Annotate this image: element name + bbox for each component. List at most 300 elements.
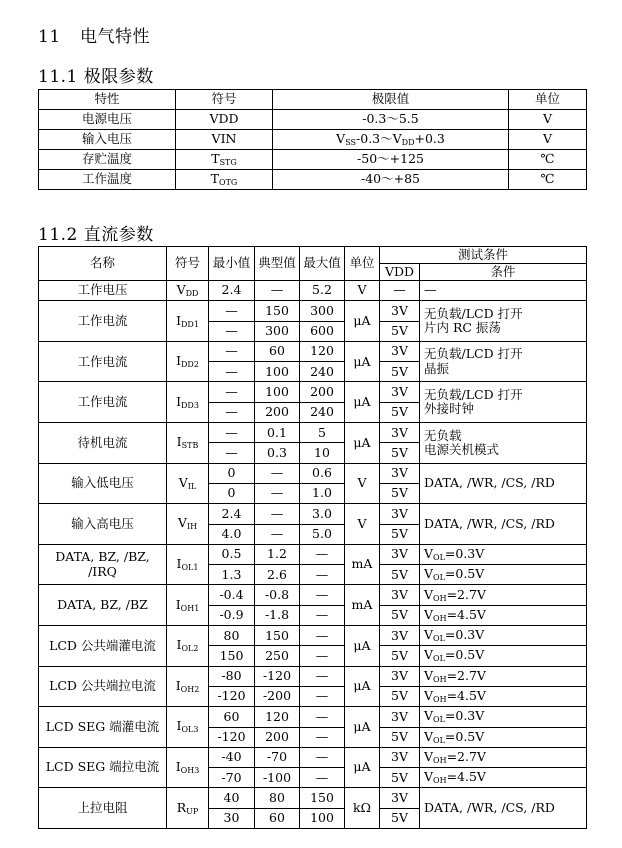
symbol-main: I bbox=[176, 393, 182, 409]
unit-cell: V bbox=[509, 130, 587, 150]
vdd-cell: 3V bbox=[380, 707, 420, 727]
table-row bbox=[39, 150, 587, 170]
param-name-cell: 工作电流 bbox=[39, 341, 167, 382]
condition-value: =0.3V bbox=[444, 627, 485, 643]
section-number: 11 bbox=[38, 27, 61, 47]
symbol-subscript: DD bbox=[185, 289, 199, 299]
vdd-cell: 3V bbox=[380, 544, 420, 564]
table-row bbox=[39, 382, 587, 402]
table-row bbox=[39, 130, 587, 150]
vdd-cell: 3V bbox=[380, 504, 420, 524]
max-value-cell: 600 bbox=[300, 321, 345, 341]
section-heading bbox=[38, 22, 150, 47]
table-row bbox=[39, 707, 587, 727]
typ-value-cell: 1.2 bbox=[255, 544, 300, 564]
max-value-cell: — bbox=[300, 605, 345, 625]
symbol-main: I bbox=[176, 718, 182, 734]
subsection-number: 11.2 bbox=[38, 225, 78, 245]
symbol-main: V bbox=[177, 515, 187, 531]
min-value-cell: — bbox=[209, 362, 255, 382]
section-title: 电气特性 bbox=[80, 27, 150, 47]
condition-line: 无负载/LCD 打开 bbox=[424, 305, 523, 321]
unit-cell: μA bbox=[345, 626, 380, 667]
subsection-title: 极限参数 bbox=[83, 67, 154, 87]
symbol-main: V bbox=[178, 474, 188, 490]
condition-value: =0.5V bbox=[444, 647, 485, 663]
condition-symbol: V bbox=[424, 647, 434, 663]
table-row bbox=[39, 666, 587, 686]
condition-symbol: V bbox=[424, 708, 434, 724]
min-value-cell: 150 bbox=[209, 646, 255, 666]
limit-value-cell: -0.3～5.5 bbox=[273, 110, 509, 130]
condition-subscript: OH bbox=[433, 694, 447, 704]
unit-cell: μA bbox=[345, 341, 380, 382]
max-value-cell: — bbox=[300, 707, 345, 727]
max-value-cell: — bbox=[300, 565, 345, 585]
symbol-cell bbox=[167, 301, 209, 342]
table-header-row bbox=[39, 90, 587, 110]
max-value-cell: 1.0 bbox=[300, 483, 345, 503]
min-value-cell: -0.4 bbox=[209, 585, 255, 605]
header-cell: 名称 bbox=[39, 247, 167, 281]
vdd-cell: 5V bbox=[380, 362, 420, 382]
header-cell: 最小值 bbox=[209, 247, 255, 281]
condition-subscript: OH bbox=[433, 674, 447, 684]
vdd-cell: 5V bbox=[380, 768, 420, 788]
condition-value: =2.7V bbox=[446, 748, 486, 764]
condition-cell bbox=[420, 301, 587, 342]
header-cell: 特性 bbox=[39, 90, 176, 110]
condition-cell bbox=[420, 605, 587, 625]
symbol-subscript: OTG bbox=[219, 177, 238, 187]
condition-line: 晶振 bbox=[424, 360, 450, 376]
max-value-cell: 300 bbox=[300, 301, 345, 321]
symbol-main: I bbox=[176, 556, 182, 572]
max-value-cell: 240 bbox=[300, 362, 345, 382]
unit-cell: V bbox=[345, 463, 380, 504]
param-name-cell: LCD SEG 端拉电流 bbox=[39, 747, 167, 788]
param-name-cell: 输入低电压 bbox=[39, 463, 167, 504]
symbol-subscript: OL2 bbox=[181, 644, 199, 654]
table-row bbox=[39, 747, 587, 767]
symbol-cell bbox=[176, 150, 273, 170]
min-value-cell: -40 bbox=[209, 747, 255, 767]
symbol-cell bbox=[176, 130, 273, 150]
param-name-cell: LCD 公共端灌电流 bbox=[39, 626, 167, 667]
condition-cell bbox=[420, 788, 587, 829]
max-value-cell: 3.0 bbox=[300, 504, 345, 524]
condition-line: 电源关机模式 bbox=[424, 441, 500, 457]
condition-value: =0.5V bbox=[444, 566, 485, 582]
vdd-cell: 5V bbox=[380, 727, 420, 747]
symbol-subscript: OH1 bbox=[180, 603, 200, 613]
typ-value-cell: 120 bbox=[255, 707, 300, 727]
symbol-cell bbox=[167, 747, 209, 788]
symbol-subscript: UP bbox=[186, 806, 199, 816]
max-value-cell: 5.0 bbox=[300, 524, 345, 544]
param-name-cell: 工作电压 bbox=[39, 281, 167, 301]
limit-value-cell: $V_{SS}-0.3\sim V_{DD}+0.3$ bbox=[273, 130, 509, 150]
header-cell: 符号 bbox=[167, 247, 209, 281]
symbol-main: V bbox=[176, 282, 186, 298]
vdd-cell: 5V bbox=[380, 605, 420, 625]
condition-line: DATA, /WR, /CS, /RD bbox=[424, 515, 555, 531]
symbol-cell bbox=[167, 788, 209, 829]
condition-cell bbox=[420, 768, 587, 788]
condition-cell bbox=[420, 666, 587, 686]
typ-value-cell: — bbox=[255, 463, 300, 483]
vdd-cell: 5V bbox=[380, 808, 420, 828]
vdd-cell: 3V bbox=[380, 341, 420, 361]
condition-line: 无负载/LCD 打开 bbox=[424, 346, 523, 362]
condition-symbol: V bbox=[424, 687, 434, 703]
unit-cell: μA bbox=[345, 747, 380, 788]
subsection-heading-dc bbox=[38, 220, 154, 245]
unit-cell: V bbox=[345, 504, 380, 545]
condition-value: =4.5V bbox=[446, 769, 486, 785]
condition-line: DATA, /WR, /CS, /RD bbox=[424, 475, 555, 491]
condition-cell bbox=[420, 585, 587, 605]
min-value-cell: -70 bbox=[209, 768, 255, 788]
condition-value: =0.3V bbox=[444, 545, 485, 561]
min-value-cell: 0 bbox=[209, 463, 255, 483]
symbol-cell bbox=[167, 585, 209, 626]
symbol-cell bbox=[167, 281, 209, 301]
condition-cell bbox=[420, 281, 587, 301]
table-row bbox=[39, 585, 587, 605]
min-value-cell: — bbox=[209, 321, 255, 341]
condition-cell bbox=[420, 646, 587, 666]
vdd-cell: 3V bbox=[380, 585, 420, 605]
symbol-subscript: OL1 bbox=[181, 563, 199, 573]
condition-symbol: V bbox=[424, 586, 434, 602]
typ-value-cell: — bbox=[255, 504, 300, 524]
max-value-cell: 120 bbox=[300, 341, 345, 361]
condition-subscript: OH bbox=[433, 613, 447, 623]
table-row bbox=[39, 341, 587, 361]
min-value-cell: — bbox=[209, 402, 255, 422]
typ-value-cell: 60 bbox=[255, 808, 300, 828]
max-value-cell: — bbox=[300, 626, 345, 646]
symbol-main: VIN bbox=[211, 130, 237, 146]
symbol-main: I bbox=[176, 637, 182, 653]
table-row bbox=[39, 110, 587, 130]
max-value-cell: 0.6 bbox=[300, 463, 345, 483]
symbol-main: T bbox=[211, 150, 220, 166]
symbol-cell bbox=[167, 544, 209, 585]
symbol-cell bbox=[167, 423, 209, 464]
typ-value-cell: -1.8 bbox=[255, 605, 300, 625]
condition-cell bbox=[420, 727, 587, 747]
max-value-cell: — bbox=[300, 666, 345, 686]
condition-symbol: V bbox=[424, 545, 434, 561]
typ-value-cell: — bbox=[255, 281, 300, 301]
condition-symbol: V bbox=[424, 566, 434, 582]
condition-cell bbox=[420, 382, 587, 423]
condition-line: 片内 RC 振荡 bbox=[424, 320, 501, 336]
max-value-cell: 150 bbox=[300, 788, 345, 808]
typ-value-cell: 200 bbox=[255, 727, 300, 747]
condition-value: =2.7V bbox=[446, 667, 486, 683]
symbol-subscript: OL3 bbox=[181, 725, 199, 735]
table-row bbox=[39, 281, 587, 301]
symbol-subscript: STB bbox=[181, 441, 199, 451]
max-value-cell: — bbox=[300, 585, 345, 605]
symbol-subscript: DD3 bbox=[181, 400, 199, 410]
symbol-cell bbox=[167, 666, 209, 707]
vdd-cell: 5V bbox=[380, 483, 420, 503]
min-value-cell: 2.4 bbox=[209, 504, 255, 524]
condition-line: 无负载 bbox=[424, 427, 462, 443]
condition-symbol: V bbox=[424, 728, 434, 744]
vdd-cell: 5V bbox=[380, 646, 420, 666]
min-value-cell: 2.4 bbox=[209, 281, 255, 301]
max-value-cell: 100 bbox=[300, 808, 345, 828]
vdd-cell: — bbox=[380, 281, 420, 301]
table-row bbox=[39, 170, 587, 190]
param-name-cell: 存贮温度 bbox=[39, 150, 176, 170]
param-name-cell: DATA, BZ, /BZ bbox=[39, 585, 167, 626]
condition-line: DATA, /WR, /CS, /RD bbox=[424, 800, 555, 816]
min-value-cell: 1.3 bbox=[209, 565, 255, 585]
symbol-cell bbox=[167, 707, 209, 748]
vdd-cell: 3V bbox=[380, 301, 420, 321]
vdd-cell: 3V bbox=[380, 788, 420, 808]
unit-cell: μA bbox=[345, 382, 380, 423]
limit-value-cell: -50～+125 bbox=[273, 150, 509, 170]
unit-cell: mA bbox=[345, 585, 380, 626]
unit-cell: mA bbox=[345, 544, 380, 585]
typ-value-cell: 0.1 bbox=[255, 423, 300, 443]
condition-cell bbox=[420, 707, 587, 727]
condition-symbol: V bbox=[424, 769, 434, 785]
vdd-cell: 5V bbox=[380, 443, 420, 463]
symbol-main: I bbox=[175, 596, 181, 612]
symbol-main: T bbox=[210, 170, 220, 186]
min-value-cell: — bbox=[209, 382, 255, 402]
condition-subscript: OL bbox=[433, 552, 445, 562]
typ-value-cell: 250 bbox=[255, 646, 300, 666]
vdd-cell: 5V bbox=[380, 565, 420, 585]
condition-value: =0.3V bbox=[444, 708, 485, 724]
table-row bbox=[39, 423, 587, 443]
subsection-number: 11.1 bbox=[38, 67, 78, 87]
condition-subscript: OH bbox=[433, 593, 447, 603]
header-cell: 单位 bbox=[345, 247, 380, 281]
table-row bbox=[39, 463, 587, 483]
condition-value: =4.5V bbox=[446, 687, 486, 703]
typ-value-cell: 200 bbox=[255, 402, 300, 422]
max-value-cell: — bbox=[300, 544, 345, 564]
condition-subscript: OL bbox=[433, 735, 445, 745]
max-value-cell: — bbox=[300, 646, 345, 666]
condition-line: — bbox=[424, 282, 437, 298]
symbol-main: I bbox=[175, 759, 181, 775]
min-value-cell: 0.5 bbox=[209, 544, 255, 564]
typ-value-cell: 100 bbox=[255, 362, 300, 382]
symbol-main: I bbox=[176, 312, 182, 328]
min-value-cell: — bbox=[209, 423, 255, 443]
unit-cell: ℃ bbox=[509, 170, 587, 190]
subsection-heading-limits bbox=[38, 62, 154, 87]
unit-cell: kΩ bbox=[345, 788, 380, 829]
min-value-cell: -120 bbox=[209, 686, 255, 706]
table-row bbox=[39, 504, 587, 524]
subsection-title: 直流参数 bbox=[83, 225, 154, 245]
max-value-cell: — bbox=[300, 768, 345, 788]
symbol-main: VDD bbox=[209, 110, 239, 126]
header-cell: 极限值 bbox=[273, 90, 509, 110]
condition-cell bbox=[420, 565, 587, 585]
limit-value-cell: -40～+85 bbox=[273, 170, 509, 190]
min-value-cell: 30 bbox=[209, 808, 255, 828]
vdd-cell: 5V bbox=[380, 686, 420, 706]
max-value-cell: — bbox=[300, 747, 345, 767]
symbol-main: I bbox=[176, 353, 182, 369]
symbol-subscript: DD1 bbox=[181, 319, 199, 329]
condition-cell bbox=[420, 463, 587, 504]
condition-symbol: V bbox=[424, 748, 434, 764]
condition-cell bbox=[420, 341, 587, 382]
max-value-cell: 5.2 bbox=[300, 281, 345, 301]
typ-value-cell: 0.3 bbox=[255, 443, 300, 463]
condition-cell bbox=[420, 747, 587, 767]
condition-line: 无负载/LCD 打开 bbox=[424, 386, 523, 402]
dc-parameters-table bbox=[38, 246, 587, 829]
condition-subscript: OL bbox=[433, 654, 445, 664]
typ-value-cell: -100 bbox=[255, 768, 300, 788]
symbol-main: I bbox=[175, 677, 181, 693]
min-value-cell: 80 bbox=[209, 626, 255, 646]
max-value-cell: 240 bbox=[300, 402, 345, 422]
typ-value-cell: 150 bbox=[255, 626, 300, 646]
symbol-cell bbox=[167, 463, 209, 504]
symbol-subscript: OH3 bbox=[180, 766, 200, 776]
min-value-cell: 0 bbox=[209, 483, 255, 503]
min-value-cell: 4.0 bbox=[209, 524, 255, 544]
vdd-cell: 3V bbox=[380, 423, 420, 443]
max-value-cell: 200 bbox=[300, 382, 345, 402]
symbol-cell bbox=[167, 626, 209, 667]
min-value-cell: — bbox=[209, 443, 255, 463]
condition-cell bbox=[420, 686, 587, 706]
symbol-subscript: OH2 bbox=[180, 684, 200, 694]
vdd-cell: 3V bbox=[380, 463, 420, 483]
typ-value-cell: 60 bbox=[255, 341, 300, 361]
symbol-subscript: IH bbox=[186, 522, 198, 532]
typ-value-cell: -70 bbox=[255, 747, 300, 767]
param-name-cell: 工作电流 bbox=[39, 382, 167, 423]
param-name-cell: 输入高电压 bbox=[39, 504, 167, 545]
param-name-cell: 待机电流 bbox=[39, 423, 167, 464]
param-name-cell: LCD SEG 端灌电流 bbox=[39, 707, 167, 748]
min-value-cell: — bbox=[209, 301, 255, 321]
typ-value-cell: 100 bbox=[255, 382, 300, 402]
unit-cell: V bbox=[509, 110, 587, 130]
condition-cell bbox=[420, 626, 587, 646]
unit-cell: μA bbox=[345, 707, 380, 748]
symbol-subscript: IL bbox=[187, 481, 197, 491]
vdd-cell: 5V bbox=[380, 402, 420, 422]
vdd-cell: 3V bbox=[380, 626, 420, 646]
typ-value-cell: -200 bbox=[255, 686, 300, 706]
unit-cell: ℃ bbox=[509, 150, 587, 170]
condition-value: =0.5V bbox=[444, 728, 485, 744]
absolute-max-ratings-table bbox=[38, 89, 587, 190]
condition-cell bbox=[420, 504, 587, 545]
symbol-cell bbox=[167, 504, 209, 545]
condition-cell bbox=[420, 544, 587, 564]
min-value-cell: — bbox=[209, 341, 255, 361]
param-name-cell: 上拉电阻 bbox=[39, 788, 167, 829]
min-value-cell: -80 bbox=[209, 666, 255, 686]
min-value-cell: 40 bbox=[209, 788, 255, 808]
symbol-cell bbox=[176, 110, 273, 130]
table-row bbox=[39, 301, 587, 321]
table-row bbox=[39, 626, 587, 646]
symbol-main: R bbox=[176, 799, 187, 815]
typ-value-cell: 300 bbox=[255, 321, 300, 341]
unit-cell: V bbox=[345, 281, 380, 301]
condition-subscript: OL bbox=[433, 634, 445, 644]
symbol-cell bbox=[167, 382, 209, 423]
condition-cell bbox=[420, 423, 587, 464]
typ-value-cell: 150 bbox=[255, 301, 300, 321]
typ-value-cell: -0.8 bbox=[255, 585, 300, 605]
condition-symbol: V bbox=[424, 667, 434, 683]
param-name-cell: 工作温度 bbox=[39, 170, 176, 190]
header-cell: 条件 bbox=[420, 264, 587, 281]
table-header-row bbox=[39, 247, 587, 264]
unit-cell: μA bbox=[345, 666, 380, 707]
param-name-cell: 电源电压 bbox=[39, 110, 176, 130]
header-cell: 符号 bbox=[176, 90, 273, 110]
param-name-cell: DATA, BZ, /BZ, /IRQ bbox=[39, 544, 167, 585]
min-value-cell: -0.9 bbox=[209, 605, 255, 625]
header-cell: 测试条件 bbox=[380, 247, 587, 264]
typ-value-cell: — bbox=[255, 524, 300, 544]
max-value-cell: — bbox=[300, 686, 345, 706]
condition-subscript: OH bbox=[433, 776, 447, 786]
condition-subscript: OH bbox=[433, 755, 447, 765]
symbol-subscript: STG bbox=[219, 157, 237, 167]
condition-line: 外接时钟 bbox=[424, 401, 475, 417]
unit-cell: μA bbox=[345, 301, 380, 342]
vdd-cell: 3V bbox=[380, 666, 420, 686]
min-value-cell: -120 bbox=[209, 727, 255, 747]
typ-value-cell: -120 bbox=[255, 666, 300, 686]
vdd-cell: 5V bbox=[380, 524, 420, 544]
unit-cell: μA bbox=[345, 423, 380, 464]
header-cell: VDD bbox=[380, 264, 420, 281]
typ-value-cell: 2.6 bbox=[255, 565, 300, 585]
header-cell: 最大值 bbox=[300, 247, 345, 281]
symbol-cell bbox=[176, 170, 273, 190]
max-value-cell: 10 bbox=[300, 443, 345, 463]
max-value-cell: 5 bbox=[300, 423, 345, 443]
table-row bbox=[39, 544, 587, 564]
symbol-cell bbox=[167, 341, 209, 382]
min-value-cell: 60 bbox=[209, 707, 255, 727]
header-cell: 单位 bbox=[509, 90, 587, 110]
condition-value: =2.7V bbox=[446, 586, 486, 602]
condition-symbol: V bbox=[424, 627, 434, 643]
header-cell: 典型值 bbox=[255, 247, 300, 281]
param-name-cell: 工作电流 bbox=[39, 301, 167, 342]
condition-symbol: V bbox=[424, 606, 434, 622]
symbol-main: I bbox=[176, 434, 182, 450]
condition-subscript: OL bbox=[433, 715, 445, 725]
